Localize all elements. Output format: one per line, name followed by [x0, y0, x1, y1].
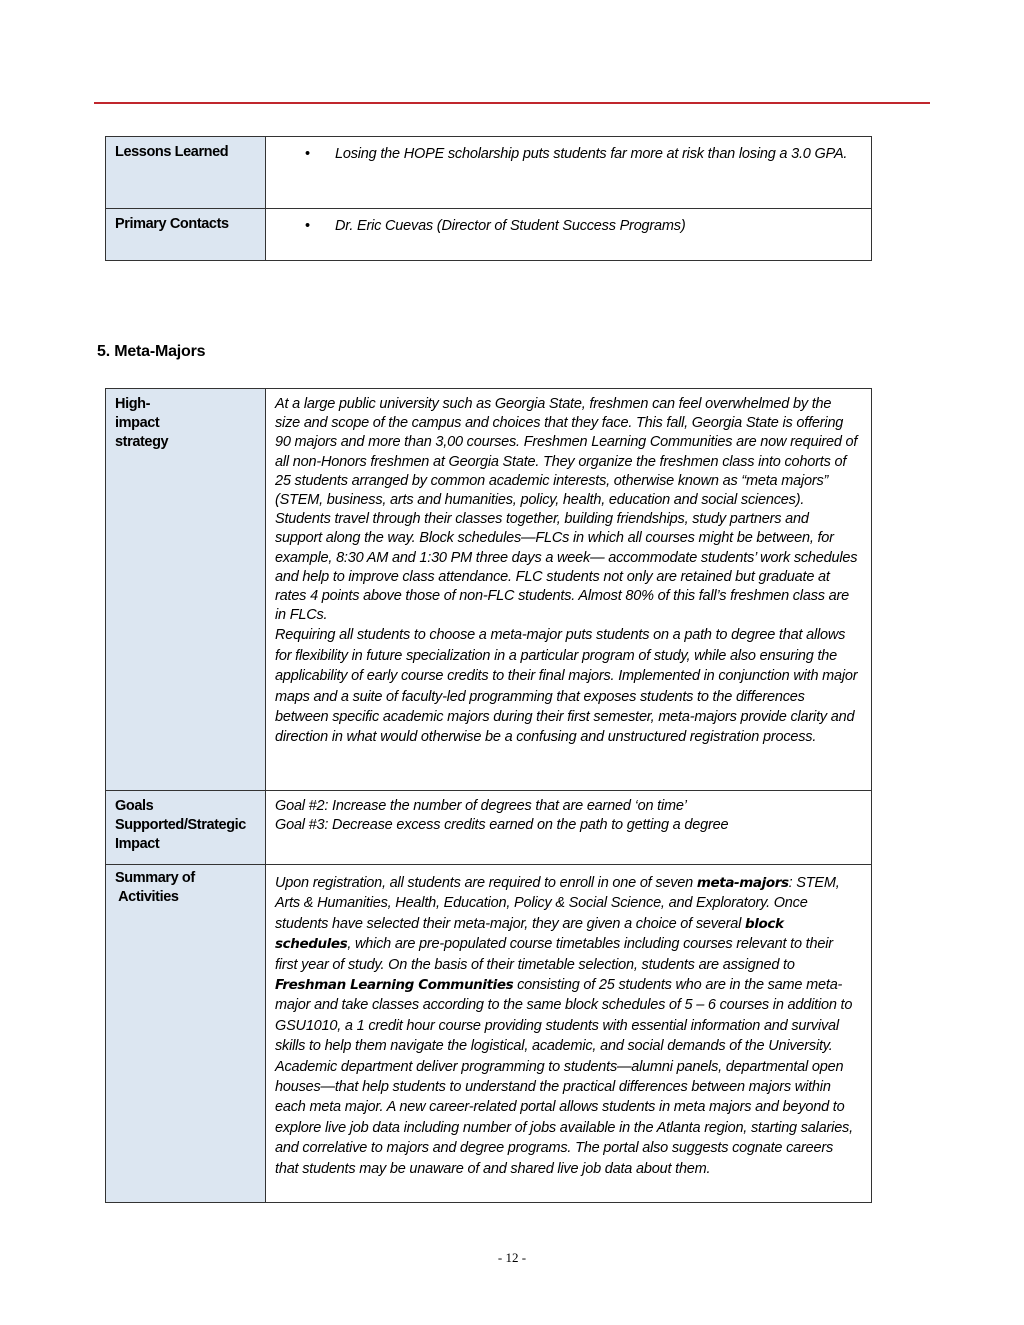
table-row	[106, 865, 872, 1203]
row-content	[266, 137, 872, 209]
strategy-paragraph: At a large public university such as Georgia State, freshmen can feel overwhelmed by the size and scope of the campus and choices that they face. This fall, Georgia State is offering 90 majors and more than 3,00 courses. Freshmen Learning Communities are now required of all non-Honors freshmen at Georgia State. They organize the freshmen class into cohorts of 25 students arranged by common academic interests, otherwise known as “meta majors” (STEM, business, arts and humanities, policy, health, education and social sciences). Students travel through their classes together, building friendships, study partners and support along the way. Block schedules—FLCs in which all courses might be between, for example, 8:30 AM and 1:30 PM three days a week— accommodate students’ work schedules and help to improve class attendance. FLC students not only are retained but graduate at rates 4 points above those of non-FLC students. Almost 80% of this fall’s freshmen class are in FLCs.	[275, 396, 858, 624]
table-row	[106, 137, 872, 209]
meta-majors-term: meta-majors	[696, 875, 789, 891]
row-content	[266, 209, 872, 261]
summary-text: Upon registration, all students are required to enroll in one of seven	[275, 875, 697, 891]
header-rule	[94, 102, 930, 104]
bullet-icon: •	[305, 218, 310, 234]
block-schedules-term: block schedules	[275, 915, 784, 953]
row-label: Summary of Activities	[106, 865, 266, 1203]
row-label: High- impact strategy	[106, 389, 266, 791]
table-row	[106, 791, 872, 865]
page-number: - 12 -	[497, 1250, 527, 1265]
goal-line: Goal #3: Decrease excess credits earned on the path to getting a degree	[275, 817, 729, 834]
summary-text: consisting of 25 students who are in the same meta-major and take classes according to the same block schedules of 5 – 6 courses in addition to GSU1010, a 1 credit hour course providing students with essential information and survival skills to help them navigate the logistical, academic, and social demands of the University. Academic department deliver programming to students—alumni panels, departmental open houses—that help students to understand the practical differences between majors within each meta major. A new career-related portal allows students in meta majors and beyond to explore live job data including number of jobs available in the Atlanta region, starting salaries, and correlative to majors and degree programs. The portal also suggests cognate careers that students may be unaware of and shared live job data about them.	[275, 977, 853, 1177]
row-content	[266, 791, 872, 865]
bullet-icon: •	[305, 146, 310, 162]
row-label: Goals Supported/Strategic Impact	[106, 791, 266, 865]
lessons-learned-text: Losing the HOPE scholarship puts students far more at risk than losing a 3.0 GPA.	[335, 146, 848, 162]
goal-line: Goal #2: Increase the number of degrees that are earned ‘on time’	[275, 798, 687, 814]
summary-paragraph	[275, 873, 859, 1179]
row-label: Lessons Learned	[106, 137, 266, 209]
row-content	[266, 865, 872, 1203]
summary-text: , which are pre-populated course timetables including courses relevant to their first year of study. On the basis of their timetable selection, students are assigned to	[275, 936, 833, 973]
meta-majors-table	[105, 388, 872, 1203]
table-row	[106, 389, 872, 791]
strategy-paragraph: Requiring all students to choose a meta-major puts students on a path to degree that allows for flexibility in future specialization in a particular program of study, while also ensuring the applicability of early course credits to their final majors. Implemented in conjunction with major maps and a suite of faculty-led programming that exposes students to the differences between specific academic majors during their first semester, meta-majors provide clarity and direction in what would otherwise be a confusing and unstructured registration process.	[275, 627, 858, 746]
freshman-learning-communities-term: Freshman Learning Communities	[275, 977, 514, 994]
row-label: Primary Contacts	[106, 209, 266, 261]
lessons-contacts-table	[105, 136, 872, 261]
section-heading: 5. Meta-Majors	[97, 343, 206, 360]
row-content	[266, 389, 872, 791]
table-row	[106, 209, 872, 261]
summary-text: : STEM, Arts & Humanities, Health, Education, Policy & Social Science, and Exploratory. Once students have selected their meta-major, they are given a choice of several	[275, 875, 840, 932]
primary-contacts-text: Dr. Eric Cuevas (Director of Student Success Programs)	[335, 218, 686, 234]
